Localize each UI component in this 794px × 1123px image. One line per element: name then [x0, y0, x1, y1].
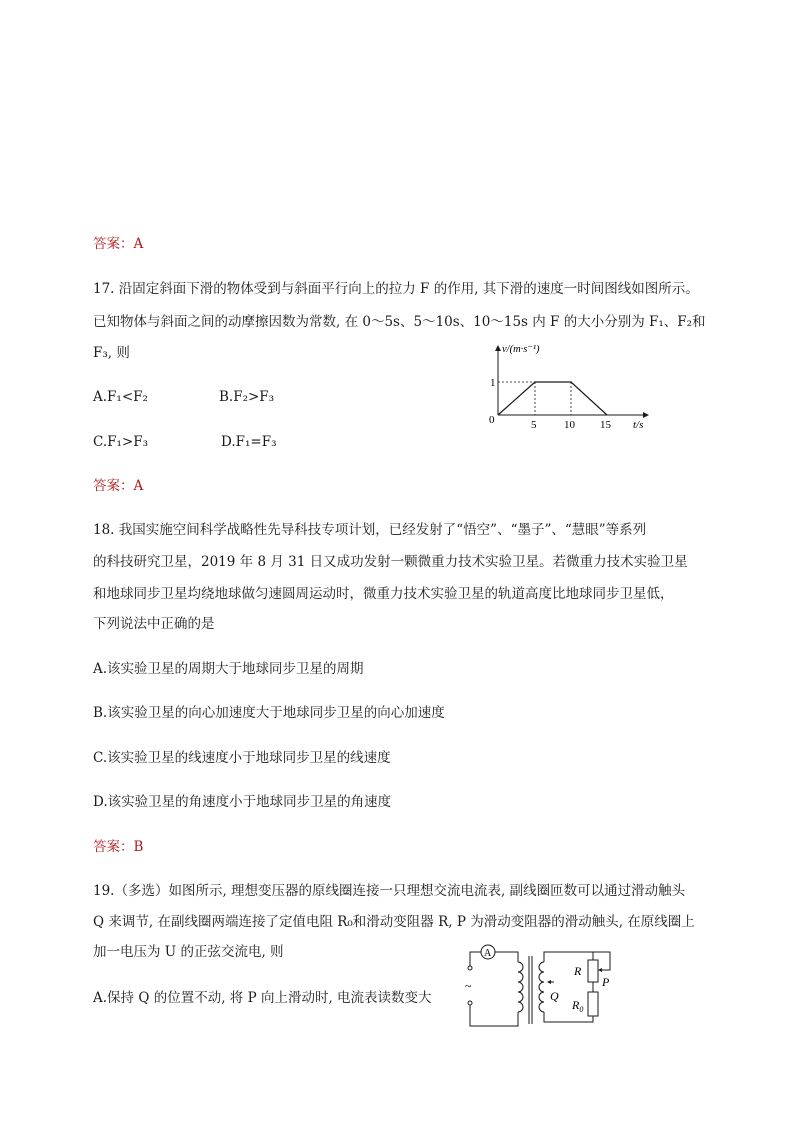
answer-18: [93, 838, 143, 856]
q18-option-a: A.该实验卫星的周期大于地球同步卫星的周期: [93, 661, 364, 677]
tap-q-arrowhead: [547, 980, 551, 984]
q19-line2: Q 来调节, 在副线圈两端连接了定值电阻 R₀和滑动变阻器 R, P 为滑动变阻器的滑动触头, 在原线圈上: [93, 914, 695, 930]
tap-q-label: Q: [550, 989, 559, 1003]
slider-p-arrowhead: [598, 968, 602, 972]
x-tick-10: 10: [564, 419, 575, 431]
q17-line3: F₃, 则: [93, 345, 130, 361]
answer-label: 答案：: [93, 839, 134, 855]
secondary-wire-top: [544, 952, 593, 962]
answer-label: 答案：: [93, 236, 134, 252]
y-tick-1: 1: [490, 377, 496, 389]
q18-option-d: D.该实验卫星的角速度小于地球同步卫星的角速度: [93, 794, 392, 810]
answer-label: 答案：: [93, 478, 134, 494]
q18-line1: 18. 我国实施空间科学战略性先导科技专项计划，已经发射了“悟空”、“墨子”、“慧眼”等系列: [93, 522, 647, 538]
fixed-resistor-r0: [588, 992, 598, 1016]
q18-option-b: B.该实验卫星的向心加速度大于地球同步卫星的向心加速度: [93, 705, 445, 721]
resistor-r-label: R: [574, 964, 582, 978]
origin-label: 0: [489, 414, 495, 426]
ac-source-bottom-terminal: [468, 1001, 472, 1005]
q17-option-c: C.F₁>F₃: [93, 434, 149, 450]
primary-wire-top: [470, 952, 481, 966]
answer-16: [93, 235, 143, 253]
secondary-coil: [539, 962, 544, 1012]
x-tick-5: 5: [531, 419, 537, 431]
ac-source-symbol: ~: [465, 979, 472, 993]
transformer-circuit-diagram: [460, 940, 620, 1032]
q19-line3: 加一电压为 U 的正弦交流电, 则: [93, 944, 284, 960]
q18-line3: 和地球同步卫星均绕地球做匀速圆周运动时，微重力技术实验卫星的轨道高度比地球同步卫星低，: [93, 586, 674, 602]
q17-option-b: B.F₂>F₃: [219, 389, 275, 405]
answer-value: B: [133, 839, 144, 855]
x-axis-label: t/s: [633, 419, 644, 431]
q18-option-c: C.该实验卫星的线速度小于地球同步卫星的线速度: [93, 750, 391, 766]
resistor-r0-label: $R_0$: [572, 998, 584, 1014]
variable-resistor-r: [588, 960, 598, 982]
answer-value: A: [133, 478, 144, 494]
x-tick-15: 15: [600, 419, 611, 431]
q19-option-a: A.保持 Q 的位置不动, 将 P 向上滑动时, 电流表读数变大: [93, 990, 432, 1006]
velocity-curve: [498, 382, 607, 415]
slider-p-label: P: [602, 975, 610, 989]
q18-line4: 下列说法中正确的是: [93, 616, 215, 632]
primary-coil: [518, 962, 523, 1012]
q17-option-d: D.F₁=F₃: [221, 434, 277, 450]
primary-wire-bottom: [470, 1005, 518, 1026]
q17-line1: 17. 沿固定斜面下滑的物体受到与斜面平行向上的拉力 F 的作用, 其下滑的速度一时间图线如图所示。: [93, 281, 699, 297]
q17-option-a: A.F₁<F₂: [93, 389, 148, 405]
q17-line2: 已知物体与斜面之间的动摩擦因数为常数, 在 0～5s、5～10s、10～15s 内 F 的大小分别为 F₁、F₂和: [93, 314, 706, 330]
y-axis-label: v/(m·s⁻¹): [502, 344, 540, 355]
ac-source-top-terminal: [468, 966, 472, 970]
ammeter-label: A: [484, 948, 492, 959]
answer-value: A: [133, 236, 144, 252]
secondary-wire-bottom: [544, 1012, 593, 1022]
velocity-time-graph: [485, 340, 655, 435]
primary-wire-right: [495, 952, 518, 962]
answer-17: [93, 477, 143, 495]
q18-line2: 的科技研究卫星，2019 年 8 月 31 日又成功发射一颗微重力技术实验卫星。若微重力技术实验卫星: [93, 554, 688, 570]
q19-line1: 19.（多选）如图所示, 理想变压器的原线圈连接一只理想交流电流表, 副线圈匝数可以通过滑动触头: [93, 883, 686, 899]
